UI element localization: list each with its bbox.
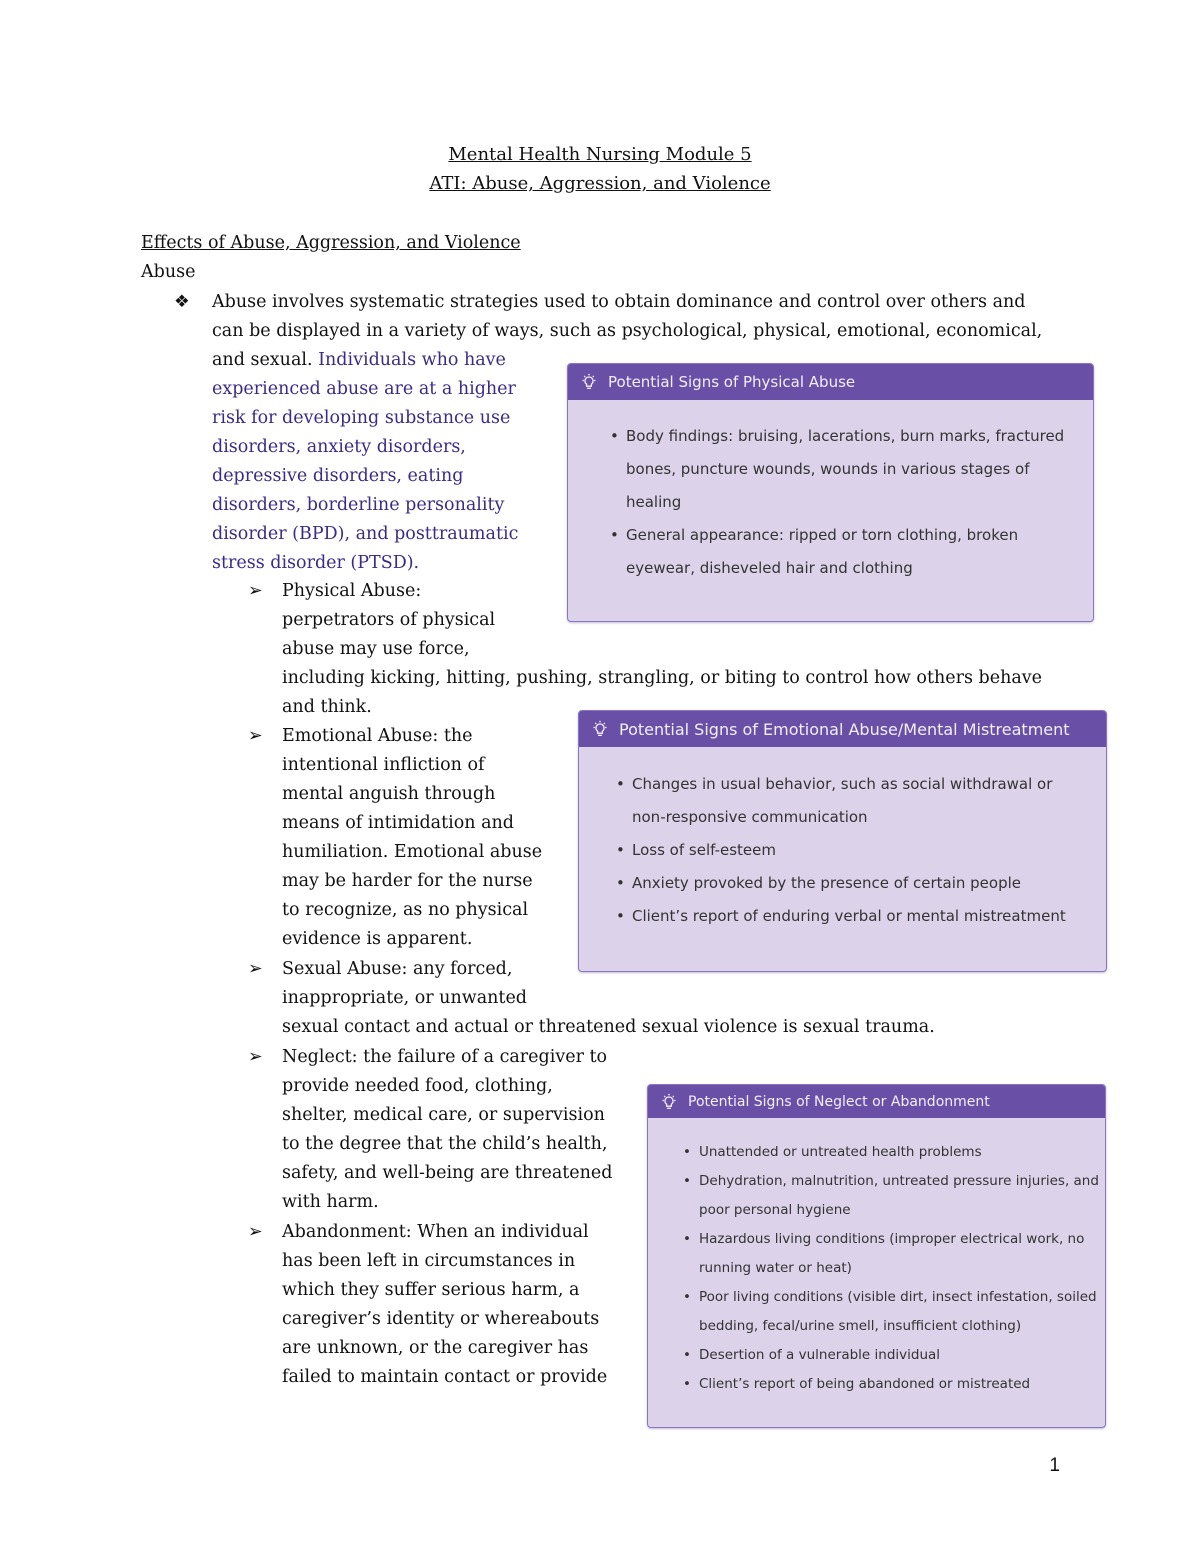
highlight-line: disorders, anxiety disorders, [212, 437, 466, 457]
emotional-abuse-line: may be harder for the nurse [282, 871, 533, 891]
card-item-line: running water or heat) [699, 1260, 852, 1276]
abandonment-line: which they suffer serious harm, a [282, 1280, 580, 1300]
section-subheading: Abuse [141, 262, 196, 282]
emotional-abuse-line: humiliation. Emotional abuse [282, 842, 543, 862]
card-list-item: • Loss of self-esteem [632, 834, 1106, 867]
card-list [648, 1118, 1105, 1399]
page-number: 1 [1049, 1455, 1060, 1476]
physical-abuse-line: abuse may use force, [282, 639, 470, 659]
arrow-bullet-icon: ➢ [248, 1047, 263, 1067]
neglect-label: Neglect: the failure of a caregiver to [282, 1047, 608, 1067]
emotional-abuse-line: mental anguish through [282, 784, 496, 804]
card-list-item [626, 420, 1093, 519]
emotional-abuse-line: evidence is apparent. [282, 929, 473, 949]
abandonment-label: Abandonment: When an individual [282, 1222, 589, 1242]
abandonment-line: are unknown, or the caregiver has [282, 1338, 589, 1358]
card-list [568, 400, 1093, 585]
page-title: Mental Health Nursing Module 5 [448, 144, 752, 165]
card-item-line: • Changes in usual behavior, such as social withdrawal or [632, 775, 1053, 793]
emotional-abuse-line: intentional infliction of [282, 755, 485, 775]
card-list-item [632, 768, 1106, 834]
abandonment-item [248, 1218, 608, 1392]
highlight-line: depressive disorders, eating [212, 466, 464, 486]
lightbulb-icon [580, 373, 598, 391]
card-list-item: • Unattended or untreated health problems [699, 1138, 1105, 1167]
neglect-line: with harm. [282, 1192, 379, 1212]
card-header [568, 364, 1093, 400]
card-item-line: poor personal hygiene [699, 1202, 851, 1218]
abandonment-line: caregiver’s identity or whereabouts [282, 1309, 600, 1329]
card-title: Potential Signs of Neglect or Abandonment [688, 1093, 990, 1110]
card-list-item: • Anxiety provoked by the presence of certain people [632, 867, 1106, 900]
card-list-item [626, 519, 1093, 585]
arrow-bullet-icon: ➢ [248, 959, 263, 979]
neglect-line: provide needed food, clothing, [282, 1076, 553, 1096]
card-header [648, 1085, 1105, 1118]
neglect-signs-card [647, 1084, 1106, 1428]
physical-abuse-signs-card [567, 363, 1094, 622]
card-item-line: eyewear, disheveled hair and clothing [626, 559, 913, 577]
card-item-line: • Body findings: bruising, lacerations, burn marks, fractured [626, 427, 1065, 445]
physical-abuse-label: Physical Abuse: [282, 581, 422, 601]
neglect-line: to the degree that the child’s health, [282, 1134, 608, 1154]
abandonment-line: has been left in circumstances in [282, 1251, 576, 1271]
sexual-abuse-line: inappropriate, or unwanted [282, 988, 527, 1008]
section-heading: Effects of Abuse, Aggression, and Violence [141, 233, 521, 253]
card-header [579, 711, 1106, 747]
emotional-abuse-line: to recognize, as no physical [282, 900, 529, 920]
lightbulb-icon [660, 1093, 678, 1111]
highlight-line: risk for developing substance use [212, 408, 511, 428]
emotional-abuse-label: Emotional Abuse: the [282, 726, 473, 746]
card-list-item: • Client’s report of enduring verbal or mental mistreatment [632, 900, 1106, 933]
intro-line-3-highlight: Individuals who have [318, 350, 506, 370]
intro-line-3-plain: and sexual. [212, 350, 319, 370]
diamond-bullet-icon: ❖ [174, 292, 190, 312]
emotional-abuse-item [248, 722, 543, 954]
intro-line-1-text: Abuse involves systematic strategies used to obtain dominance and control over others and [212, 292, 1026, 312]
highlight-line: disorders, borderline personality [212, 495, 505, 515]
neglect-line: shelter, medical care, or supervision [282, 1105, 605, 1125]
emotional-abuse-line: means of intimidation and [282, 813, 515, 833]
card-list-item: • Desertion of a vulnerable individual [699, 1341, 1105, 1370]
arrow-bullet-icon: ➢ [248, 726, 263, 746]
card-list [579, 747, 1106, 933]
card-title: Potential Signs of Emotional Abuse/Mental Mistreatment [619, 719, 1070, 739]
intro-line-2: can be displayed in a variety of ways, such as psychological, physical, emotional, economical, [212, 321, 1043, 341]
card-list-item [699, 1283, 1105, 1341]
highlight-line: disorder (BPD), and posttraumatic [212, 524, 519, 544]
arrow-bullet-icon: ➢ [248, 581, 263, 601]
sexual-abuse-label: Sexual Abuse: any forced, [282, 959, 513, 979]
page-subtitle: ATI: Abuse, Aggression, and Violence [429, 173, 771, 194]
intro-line-1 [174, 288, 1042, 317]
emotional-abuse-signs-card [578, 710, 1107, 972]
physical-abuse-line: and think. [282, 697, 372, 717]
card-item-line: • Dehydration, malnutrition, untreated pressure injuries, and [699, 1173, 1099, 1189]
neglect-line: safety, and well-being are threatened [282, 1163, 613, 1183]
card-item-line: bones, puncture wounds, wounds in various stages of [626, 460, 1030, 478]
card-item-line: healing [626, 493, 682, 511]
card-list-item [699, 1225, 1105, 1283]
sexual-abuse-line: sexual contact and actual or threatened sexual violence is sexual trauma. [282, 1017, 935, 1037]
highlight-line: experienced abuse are at a higher [212, 379, 516, 399]
card-item-line: • Hazardous living conditions (improper electrical work, no [699, 1231, 1085, 1247]
arrow-bullet-icon: ➢ [248, 1222, 263, 1242]
physical-abuse-line: including kicking, hitting, pushing, strangling, or biting to control how others behave [282, 668, 1043, 688]
physical-abuse-line: perpetrators of physical [282, 610, 496, 630]
card-item-line: • Poor living conditions (visible dirt, insect infestation, soiled [699, 1289, 1097, 1305]
card-item-line: • General appearance: ripped or torn clothing, broken [626, 526, 1019, 544]
card-title: Potential Signs of Physical Abuse [608, 373, 856, 391]
card-item-line: bedding, fecal/urine smell, insufficient clothing) [699, 1318, 1022, 1334]
card-list-item [699, 1167, 1105, 1225]
neglect-item [248, 1043, 613, 1217]
card-list-item: • Client’s report of being abandoned or mistreated [699, 1370, 1105, 1399]
abandonment-line: failed to maintain contact or provide [282, 1367, 608, 1387]
lightbulb-icon [591, 720, 609, 738]
card-item-line: non-responsive communication [632, 808, 868, 826]
highlight-line: stress disorder (PTSD). [212, 553, 420, 573]
